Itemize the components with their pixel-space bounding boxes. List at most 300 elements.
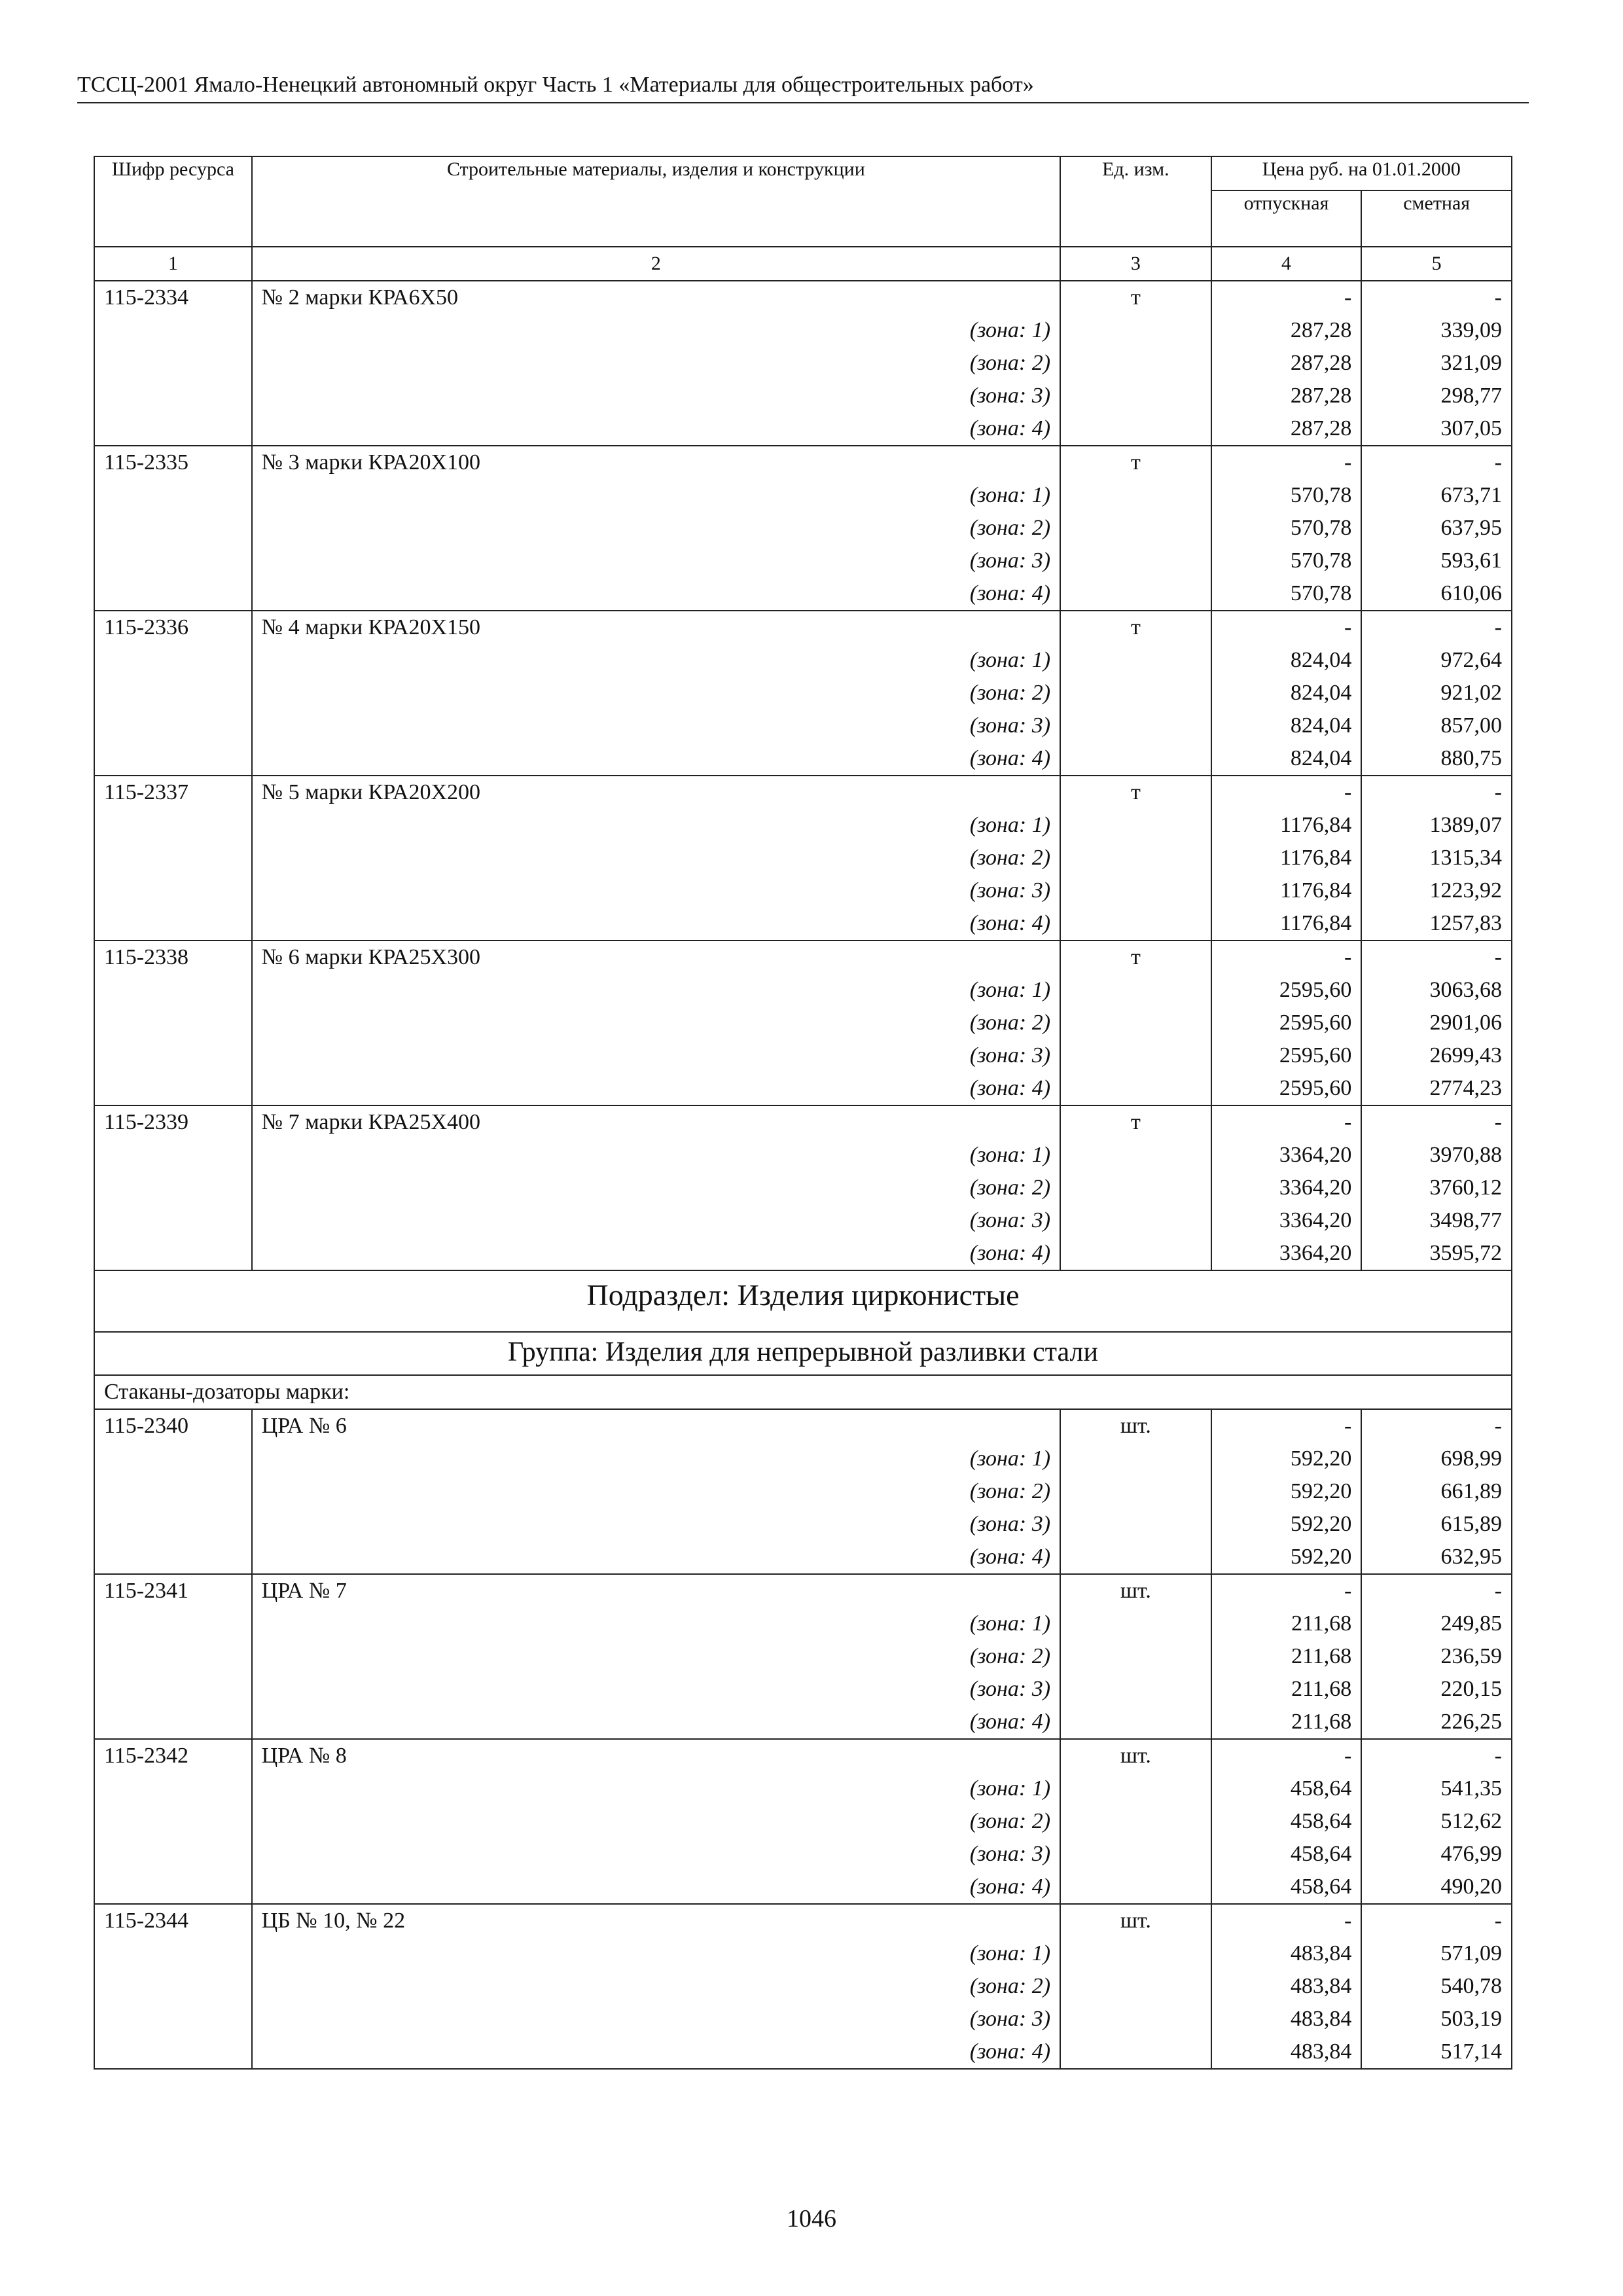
zone-row <box>94 1139 1512 1172</box>
estimate-price: - <box>1361 1739 1512 1772</box>
zone-label: (зона: 4) <box>252 1072 1060 1105</box>
zone-label: (зона: 3) <box>252 1039 1060 1072</box>
zone-label: (зона: 1) <box>252 974 1060 1007</box>
material-name: ЦРА № 8 <box>252 1739 1060 1772</box>
resource-code: 115-2337 <box>94 776 252 809</box>
zone-label: (зона: 4) <box>252 1706 1060 1739</box>
column-number: 1 <box>94 247 252 281</box>
estimate-price: 249,85 <box>1361 1607 1512 1640</box>
resource-code-empty <box>94 412 252 446</box>
estimate-price: 571,09 <box>1361 1937 1512 1970</box>
item-row <box>94 446 1512 479</box>
item-row <box>94 281 1512 314</box>
zone-row <box>94 874 1512 907</box>
zone-label: (зона: 1) <box>252 1607 1060 1640</box>
resource-code-empty <box>94 1706 252 1739</box>
resource-code: 115-2335 <box>94 446 252 479</box>
estimate-price: 540,78 <box>1361 1970 1512 2003</box>
resource-code: 115-2340 <box>94 1409 252 1443</box>
zone-label: (зона: 1) <box>252 314 1060 347</box>
column-number: 2 <box>252 247 1060 281</box>
estimate-price: 1389,07 <box>1361 809 1512 842</box>
estimate-price: 2699,43 <box>1361 1039 1512 1072</box>
resource-code-empty <box>94 1805 252 1838</box>
resource-code-empty <box>94 1673 252 1706</box>
zone-label: (зона: 4) <box>252 742 1060 776</box>
unit-empty <box>1060 1970 1211 2003</box>
material-name: № 6 марки КРА25Х300 <box>252 941 1060 974</box>
unit-empty <box>1060 874 1211 907</box>
zone-row <box>94 512 1512 545</box>
release-price: 1176,84 <box>1211 842 1362 874</box>
unit-empty <box>1060 2003 1211 2036</box>
estimate-price: - <box>1361 1904 1512 1937</box>
item-row <box>94 611 1512 644</box>
zone-row <box>94 1772 1512 1805</box>
zone-label: (зона: 2) <box>252 512 1060 545</box>
zone-row <box>94 1541 1512 1574</box>
release-price: - <box>1211 1409 1362 1443</box>
zone-label: (зона: 4) <box>252 577 1060 611</box>
zone-label: (зона: 2) <box>252 1007 1060 1039</box>
zone-label: (зона: 3) <box>252 380 1060 412</box>
zone-row <box>94 412 1512 446</box>
unit-empty <box>1060 380 1211 412</box>
zone-label: (зона: 2) <box>252 347 1060 380</box>
release-price: 570,78 <box>1211 479 1362 512</box>
unit-empty <box>1060 1838 1211 1871</box>
resource-code-empty <box>94 512 252 545</box>
release-price: 211,68 <box>1211 1640 1362 1673</box>
item-row <box>94 1574 1512 1607</box>
unit-empty <box>1060 1607 1211 1640</box>
estimate-price: 321,09 <box>1361 347 1512 380</box>
estimate-price: 236,59 <box>1361 1640 1512 1673</box>
unit-cell: т <box>1060 611 1211 644</box>
zone-row <box>94 1172 1512 1204</box>
unit-empty <box>1060 1172 1211 1204</box>
zone-label: (зона: 4) <box>252 412 1060 446</box>
estimate-price: 593,61 <box>1361 545 1512 577</box>
item-row <box>94 776 1512 809</box>
release-price: - <box>1211 1739 1362 1772</box>
resource-code-empty <box>94 1871 252 1904</box>
unit-empty <box>1060 1072 1211 1105</box>
zone-row <box>94 1805 1512 1838</box>
header-estimate-price: сметная <box>1361 190 1512 247</box>
zone-row <box>94 380 1512 412</box>
unit-empty <box>1060 479 1211 512</box>
zone-row <box>94 1443 1512 1475</box>
zone-row <box>94 809 1512 842</box>
release-price: 824,04 <box>1211 644 1362 677</box>
estimate-price: 541,35 <box>1361 1772 1512 1805</box>
section-title: Подраздел: Изделия цирконистые <box>94 1270 1512 1332</box>
resource-code-empty <box>94 1039 252 1072</box>
zone-label: (зона: 2) <box>252 1475 1060 1508</box>
release-price: 287,28 <box>1211 380 1362 412</box>
release-price: 3364,20 <box>1211 1172 1362 1204</box>
resource-code-empty <box>94 1607 252 1640</box>
estimate-price: - <box>1361 1409 1512 1443</box>
resource-code-empty <box>94 874 252 907</box>
release-price: 1176,84 <box>1211 809 1362 842</box>
unit-cell: шт. <box>1060 1739 1211 1772</box>
zone-row <box>94 1871 1512 1904</box>
zone-row <box>94 545 1512 577</box>
estimate-price: - <box>1361 446 1512 479</box>
resource-code-empty <box>94 1508 252 1541</box>
release-price: 592,20 <box>1211 1443 1362 1475</box>
unit-empty <box>1060 1772 1211 1805</box>
document-header: ТССЦ-2001 Ямало-Ненецкий автономный округ Часть 1 «Материалы для общестроительных работ» <box>77 71 1529 103</box>
zone-row <box>94 2003 1512 2036</box>
item-row <box>94 941 1512 974</box>
zone-label: (зона: 2) <box>252 1805 1060 1838</box>
header-unit: Ед. изм. <box>1060 156 1211 247</box>
material-name: № 5 марки КРА20Х200 <box>252 776 1060 809</box>
release-price: 570,78 <box>1211 512 1362 545</box>
zone-row <box>94 1072 1512 1105</box>
resource-code: 115-2336 <box>94 611 252 644</box>
estimate-price: 610,06 <box>1361 577 1512 611</box>
column-number: 3 <box>1060 247 1211 281</box>
material-name: № 4 марки КРА20Х150 <box>252 611 1060 644</box>
zone-row <box>94 1508 1512 1541</box>
material-name: ЦБ № 10, № 22 <box>252 1904 1060 1937</box>
header-release-price: отпускная <box>1211 190 1362 247</box>
item-row <box>94 1105 1512 1139</box>
material-name: ЦРА № 6 <box>252 1409 1060 1443</box>
zone-label: (зона: 1) <box>252 1772 1060 1805</box>
estimate-price: 3063,68 <box>1361 974 1512 1007</box>
zone-label: (зона: 3) <box>252 1673 1060 1706</box>
unit-empty <box>1060 1039 1211 1072</box>
resource-code-empty <box>94 1443 252 1475</box>
unit-empty <box>1060 1139 1211 1172</box>
zone-row <box>94 907 1512 941</box>
resource-code-empty <box>94 1838 252 1871</box>
release-price: 2595,60 <box>1211 974 1362 1007</box>
estimate-price: - <box>1361 611 1512 644</box>
subgroup-label: Стаканы-дозаторы марки: <box>94 1375 1512 1409</box>
resource-code-empty <box>94 974 252 1007</box>
estimate-price: 512,62 <box>1361 1805 1512 1838</box>
unit-empty <box>1060 742 1211 776</box>
material-name: ЦРА № 7 <box>252 1574 1060 1607</box>
zone-row <box>94 644 1512 677</box>
section-block <box>94 1270 1512 1409</box>
unit-empty <box>1060 677 1211 709</box>
estimate-price: 1257,83 <box>1361 907 1512 941</box>
release-price: 287,28 <box>1211 347 1362 380</box>
zone-row <box>94 347 1512 380</box>
unit-empty <box>1060 2036 1211 2069</box>
zone-row <box>94 1007 1512 1039</box>
zone-label: (зона: 1) <box>252 1937 1060 1970</box>
release-price: 458,64 <box>1211 1838 1362 1871</box>
release-price: 592,20 <box>1211 1508 1362 1541</box>
release-price: 211,68 <box>1211 1706 1362 1739</box>
resource-code-empty <box>94 1640 252 1673</box>
estimate-price: 226,25 <box>1361 1706 1512 1739</box>
estimate-price: 2901,06 <box>1361 1007 1512 1039</box>
release-price: 570,78 <box>1211 577 1362 611</box>
resource-code: 115-2341 <box>94 1574 252 1607</box>
release-price: - <box>1211 776 1362 809</box>
zone-row <box>94 577 1512 611</box>
resource-code-empty <box>94 709 252 742</box>
zone-row <box>94 1838 1512 1871</box>
estimate-price: 3760,12 <box>1361 1172 1512 1204</box>
zone-label: (зона: 3) <box>252 709 1060 742</box>
zone-row <box>94 1237 1512 1270</box>
estimate-price: 698,99 <box>1361 1443 1512 1475</box>
unit-empty <box>1060 412 1211 446</box>
zone-label: (зона: 4) <box>252 1237 1060 1270</box>
estimate-price: - <box>1361 1105 1512 1139</box>
estimate-price: 637,95 <box>1361 512 1512 545</box>
resource-code: 115-2334 <box>94 281 252 314</box>
release-price: 824,04 <box>1211 677 1362 709</box>
resource-code: 115-2338 <box>94 941 252 974</box>
estimate-price: 220,15 <box>1361 1673 1512 1706</box>
zone-row <box>94 842 1512 874</box>
zone-label: (зона: 3) <box>252 1204 1060 1237</box>
resource-code-empty <box>94 1172 252 1204</box>
zone-row <box>94 1937 1512 1970</box>
item-row <box>94 1904 1512 1937</box>
resource-code-empty <box>94 1007 252 1039</box>
zone-label: (зона: 4) <box>252 1871 1060 1904</box>
zone-label: (зона: 4) <box>252 2036 1060 2069</box>
zone-label: (зона: 2) <box>252 1172 1060 1204</box>
resource-code-empty <box>94 1970 252 2003</box>
unit-empty <box>1060 1508 1211 1541</box>
unit-empty <box>1060 1673 1211 1706</box>
zone-label: (зона: 4) <box>252 1541 1060 1574</box>
estimate-price: 476,99 <box>1361 1838 1512 1871</box>
zone-label: (зона: 1) <box>252 1139 1060 1172</box>
unit-empty <box>1060 1640 1211 1673</box>
unit-empty <box>1060 1443 1211 1475</box>
unit-cell: шт. <box>1060 1904 1211 1937</box>
estimate-price: 503,19 <box>1361 2003 1512 2036</box>
release-price: 458,64 <box>1211 1871 1362 1904</box>
zone-label: (зона: 4) <box>252 907 1060 941</box>
zone-row <box>94 1970 1512 2003</box>
group1-rows <box>94 281 1512 1270</box>
zone-row <box>94 677 1512 709</box>
zone-row <box>94 1475 1512 1508</box>
unit-empty <box>1060 347 1211 380</box>
estimate-price: 339,09 <box>1361 314 1512 347</box>
resource-code-empty <box>94 1237 252 1270</box>
zone-label: (зона: 2) <box>252 1640 1060 1673</box>
zone-label: (зона: 1) <box>252 479 1060 512</box>
page-number: 1046 <box>787 2205 836 2233</box>
estimate-price: 3970,88 <box>1361 1139 1512 1172</box>
release-price: 287,28 <box>1211 314 1362 347</box>
resource-code-empty <box>94 380 252 412</box>
zone-row <box>94 1039 1512 1072</box>
estimate-price: - <box>1361 281 1512 314</box>
item-row <box>94 1739 1512 1772</box>
estimate-price: 1315,34 <box>1361 842 1512 874</box>
zone-row <box>94 1640 1512 1673</box>
zone-label: (зона: 3) <box>252 1838 1060 1871</box>
zone-row <box>94 1673 1512 1706</box>
material-name: № 3 марки КРА20Х100 <box>252 446 1060 479</box>
unit-empty <box>1060 1871 1211 1904</box>
estimate-price: 880,75 <box>1361 742 1512 776</box>
resource-code-empty <box>94 842 252 874</box>
release-price: 2595,60 <box>1211 1007 1362 1039</box>
release-price: 1176,84 <box>1211 874 1362 907</box>
estimate-price: 1223,92 <box>1361 874 1512 907</box>
zone-row <box>94 479 1512 512</box>
zone-row <box>94 709 1512 742</box>
release-price: 592,20 <box>1211 1541 1362 1574</box>
resource-code-empty <box>94 677 252 709</box>
release-price: - <box>1211 1105 1362 1139</box>
estimate-price: - <box>1361 941 1512 974</box>
zone-row <box>94 2036 1512 2069</box>
zone-row <box>94 1204 1512 1237</box>
release-price: 458,64 <box>1211 1772 1362 1805</box>
release-price: 483,84 <box>1211 1970 1362 2003</box>
estimate-price: 307,05 <box>1361 412 1512 446</box>
zone-label: (зона: 2) <box>252 677 1060 709</box>
estimate-price: 3498,77 <box>1361 1204 1512 1237</box>
item-row <box>94 1409 1512 1443</box>
header-name: Строительные материалы, изделия и конструкции <box>252 156 1060 247</box>
release-price: - <box>1211 941 1362 974</box>
release-price: 2595,60 <box>1211 1072 1362 1105</box>
release-price: 1176,84 <box>1211 907 1362 941</box>
unit-cell: шт. <box>1060 1409 1211 1443</box>
zone-label: (зона: 3) <box>252 545 1060 577</box>
resource-code-empty <box>94 742 252 776</box>
zone-row <box>94 1607 1512 1640</box>
estimate-price: 972,64 <box>1361 644 1512 677</box>
zone-label: (зона: 3) <box>252 2003 1060 2036</box>
estimate-price: 632,95 <box>1361 1541 1512 1574</box>
resource-code-empty <box>94 1204 252 1237</box>
zone-label: (зона: 3) <box>252 1508 1060 1541</box>
resource-code-empty <box>94 1937 252 1970</box>
unit-empty <box>1060 1237 1211 1270</box>
group2-rows <box>94 1409 1512 2069</box>
resource-code-empty <box>94 545 252 577</box>
resource-code-empty <box>94 2003 252 2036</box>
header-price: Цена руб. на 01.01.2000 <box>1211 156 1512 190</box>
resource-code: 115-2342 <box>94 1739 252 1772</box>
unit-empty <box>1060 842 1211 874</box>
zone-label: (зона: 2) <box>252 842 1060 874</box>
release-price: 287,28 <box>1211 412 1362 446</box>
unit-empty <box>1060 1706 1211 1739</box>
estimate-price: 921,02 <box>1361 677 1512 709</box>
release-price: 3364,20 <box>1211 1237 1362 1270</box>
unit-empty <box>1060 314 1211 347</box>
group-title: Группа: Изделия для непрерывной разливки стали <box>94 1332 1512 1375</box>
estimate-price: 517,14 <box>1361 2036 1512 2069</box>
zone-label: (зона: 3) <box>252 874 1060 907</box>
release-price: - <box>1211 281 1362 314</box>
resource-code-empty <box>94 577 252 611</box>
release-price: 3364,20 <box>1211 1139 1362 1172</box>
zone-row <box>94 742 1512 776</box>
unit-empty <box>1060 1541 1211 1574</box>
zone-row <box>94 314 1512 347</box>
estimate-price: - <box>1361 776 1512 809</box>
unit-empty <box>1060 1475 1211 1508</box>
unit-empty <box>1060 545 1211 577</box>
release-price: 3364,20 <box>1211 1204 1362 1237</box>
release-price: 458,64 <box>1211 1805 1362 1838</box>
unit-empty <box>1060 1805 1211 1838</box>
release-price: 483,84 <box>1211 2003 1362 2036</box>
release-price: 211,68 <box>1211 1607 1362 1640</box>
estimate-price: 3595,72 <box>1361 1237 1512 1270</box>
unit-cell: т <box>1060 941 1211 974</box>
zone-label: (зона: 1) <box>252 809 1060 842</box>
unit-empty <box>1060 577 1211 611</box>
zone-label: (зона: 1) <box>252 1443 1060 1475</box>
unit-empty <box>1060 709 1211 742</box>
resource-code-empty <box>94 1541 252 1574</box>
estimate-price: 857,00 <box>1361 709 1512 742</box>
unit-cell: шт. <box>1060 1574 1211 1607</box>
unit-empty <box>1060 907 1211 941</box>
resource-code-empty <box>94 347 252 380</box>
release-price: - <box>1211 446 1362 479</box>
release-price: 2595,60 <box>1211 1039 1362 1072</box>
unit-cell: т <box>1060 281 1211 314</box>
estimate-price: - <box>1361 1574 1512 1607</box>
zone-label: (зона: 2) <box>252 1970 1060 2003</box>
zone-label: (зона: 1) <box>252 644 1060 677</box>
zone-row <box>94 974 1512 1007</box>
resource-code: 115-2339 <box>94 1105 252 1139</box>
release-price: - <box>1211 1574 1362 1607</box>
release-price: - <box>1211 1904 1362 1937</box>
header-code: Шифр ресурса <box>94 156 252 247</box>
release-price: 211,68 <box>1211 1673 1362 1706</box>
estimate-price: 661,89 <box>1361 1475 1512 1508</box>
zone-row <box>94 1706 1512 1739</box>
resource-code-empty <box>94 2036 252 2069</box>
release-price: 483,84 <box>1211 2036 1362 2069</box>
resource-code-empty <box>94 1139 252 1172</box>
estimate-price: 2774,23 <box>1361 1072 1512 1105</box>
resource-code-empty <box>94 644 252 677</box>
resource-code-empty <box>94 314 252 347</box>
release-price: 570,78 <box>1211 545 1362 577</box>
resource-code-empty <box>94 479 252 512</box>
unit-empty <box>1060 809 1211 842</box>
resource-code-empty <box>94 1072 252 1105</box>
estimate-price: 490,20 <box>1361 1871 1512 1904</box>
release-price: - <box>1211 611 1362 644</box>
unit-empty <box>1060 1204 1211 1237</box>
unit-cell: т <box>1060 446 1211 479</box>
release-price: 824,04 <box>1211 742 1362 776</box>
estimate-price: 673,71 <box>1361 479 1512 512</box>
material-name: № 7 марки КРА25Х400 <box>252 1105 1060 1139</box>
unit-cell: т <box>1060 776 1211 809</box>
